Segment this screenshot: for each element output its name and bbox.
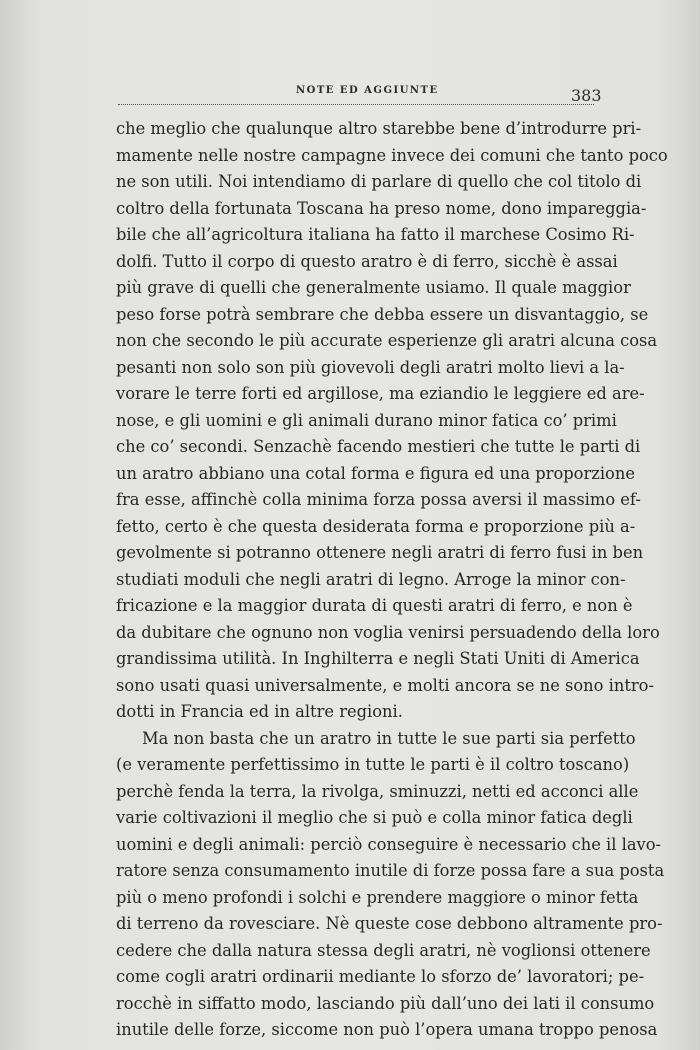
text-line: perchè fenda la terra, la rivolga, sminuzzi, netti ed acconci alle: [116, 781, 639, 801]
text-line: coltro della fortunata Toscana ha preso nome, dono impareggia-: [116, 198, 647, 218]
text-line: peso forse potrà sembrare che debba essere un disvantaggio, se: [116, 304, 649, 324]
text-line: più o meno profondi i solchi e prendere maggiore o minor fetta: [116, 887, 639, 907]
text-line: rocchè in siffatto modo, lasciando più dall’uno dei lati il consumo: [116, 993, 655, 1013]
text-line: fra esse, affinchè colla minima forza possa aversi il massimo ef-: [116, 490, 641, 509]
text-line: sono usati quasi universalmente, e molti ancora se ne sono intro-: [116, 675, 654, 695]
text-line: studiati moduli che negli aratri di legno. Arroge la minor con-: [116, 569, 626, 589]
paragraph-end-line: dotti in Francia ed in altre regioni.: [116, 702, 403, 721]
text-line: fetto, certo è che questa desiderata forma e proporzione più a-: [116, 516, 636, 536]
text-line: pesanti non solo son più giovevoli degli aratri molto lievi a la-: [116, 357, 625, 377]
text-line: grandissima utilità. In Inghilterra e negli Stati Uniti di America: [116, 649, 640, 668]
text-line: da dubitare che ognuno non voglia venirsi persuadendo della loro: [116, 622, 660, 642]
header-rule: [118, 104, 594, 105]
text-line: mamente nelle nostre campagne invece dei comuni che tanto poco: [116, 145, 668, 165]
text-line: nose, e gli uomini e gli animali durano minor fatica co’ primi: [116, 410, 617, 430]
text-line: bile che all’agricoltura italiana ha fatto il marchese Cosimo Ri-: [116, 225, 635, 244]
text-line: che co’ secondi. Senzachè facendo mestieri che tutte le parti di: [116, 437, 641, 456]
text-line: inutile delle forze, siccome non può l’opera umana troppo penosa: [116, 1020, 658, 1039]
text-line: varie coltivazioni il meglio che si può e colla minor fatica degli: [116, 808, 633, 827]
paragraph-start-line: Ma non basta che un aratro in tutte le sue parti sia perfetto: [142, 728, 636, 748]
text-line: cedere che dalla natura stessa degli aratri, nè voglionsi ottenere: [116, 940, 651, 960]
text-line: ratore senza consumamento inutile di forze possa fare a sua posta: [116, 861, 665, 880]
text-line: uomini e degli animali: perciò conseguire è necessario che il lavo-: [116, 834, 662, 854]
text-line: fricazione e la maggior durata di questi aratri di ferro, e non è: [116, 596, 633, 615]
text-line: di terreno da rovesciare. Nè queste cose debbono altramente pro-: [116, 914, 663, 933]
text-line: (e veramente perfettissimo in tutte le parti è il coltro toscano): [116, 755, 630, 774]
text-line: come cogli aratri ordinarii mediante lo sforzo de’ lavoratori; pe-: [116, 967, 645, 986]
text-line: un aratro abbiano una cotal forma e figura ed una proporzione: [116, 463, 635, 483]
text-line: che meglio che qualunque altro starebbe bene d’introdurre pri-: [116, 119, 642, 138]
body-text: [116, 116, 668, 1044]
text-line: gevolmente si potranno ottenere negli aratri di ferro fusi in ben: [116, 543, 644, 562]
text-line: non che secondo le più accurate esperienze gli aratri alcuna cosa: [116, 331, 658, 350]
text-line: più grave di quelli che generalmente usiamo. Il quale maggior: [116, 278, 631, 297]
text-line: vorare le terre forti ed argillose, ma eziandio le leggiere ed are-: [116, 384, 645, 403]
text-line: dolfi. Tutto il corpo di questo aratro è di ferro, sicchè è assai: [116, 251, 618, 271]
running-header: NOTE ED AGGIUNTE: [296, 85, 439, 96]
text-line: ne son utili. Noi intendiamo di parlare di quello che col titolo di: [116, 172, 642, 191]
page-number: 383: [571, 86, 602, 105]
